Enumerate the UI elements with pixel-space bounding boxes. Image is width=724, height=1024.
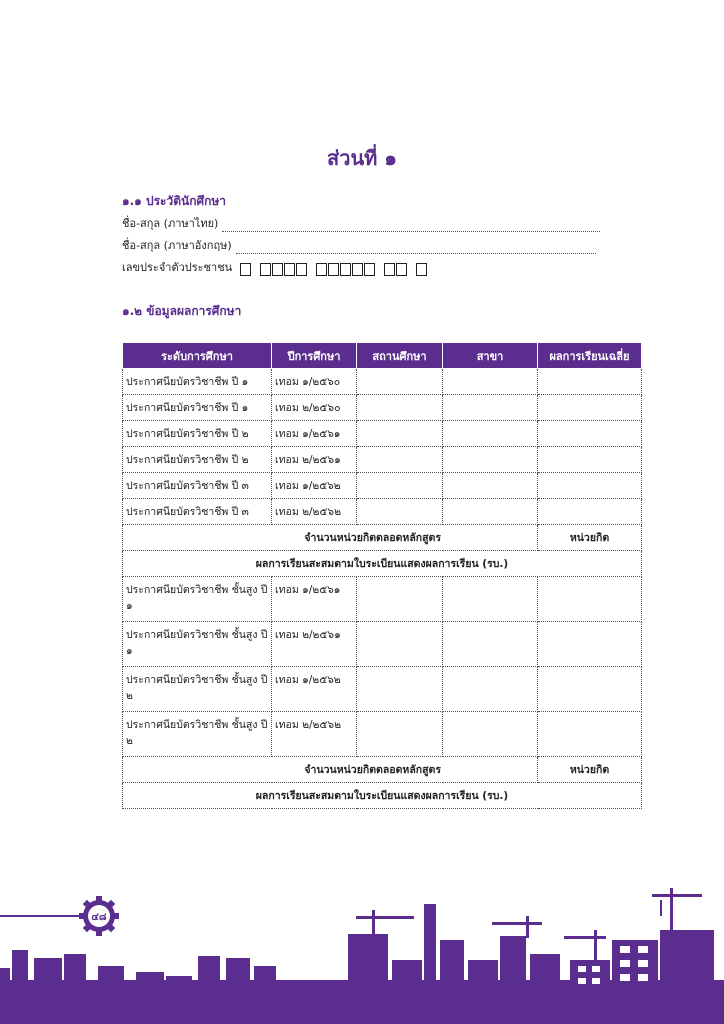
table-row: ประกาศนียบัตรวิชาชีพ ปี ๒ เทอม ๒/๒๕๖๑: [123, 447, 642, 473]
table-row: ประกาศนียบัตรวิชาชีพ ปี ๑ เทอม ๒/๒๕๖๐: [123, 395, 642, 421]
name-en-field[interactable]: [236, 244, 596, 254]
personal-heading: ๑.๑ ประวัตินักศึกษา: [122, 194, 227, 208]
education-table: [122, 342, 642, 809]
id-label: เลขประจำตัวประชาชน: [122, 261, 233, 274]
gpa-label[interactable]: ผลการเรียนสะสมตามใบระเบียนแสดงผลการเรียน (รบ.): [123, 783, 642, 809]
table-row: ประกาศนียบัตรวิชาชีพ ปี ๓ เทอม ๒/๒๕๖๒: [123, 499, 642, 525]
table-row: ประกาศนียบัตรวิชาชีพ ปี ๓ เทอม ๑/๒๕๖๒: [123, 473, 642, 499]
id-line: [122, 258, 428, 276]
id-boxes[interactable]: [240, 263, 428, 276]
col-header: สถานศึกษา: [357, 343, 443, 369]
col-header: สาขา: [443, 343, 538, 369]
name-th-label: ชื่อ-สกุล (ภาษาไทย): [122, 217, 219, 230]
col-header: ผลการเรียนเฉลี่ย: [538, 343, 642, 369]
table-row: ประกาศนียบัตรวิชาชีพ ชั้นสูง ปี ๒ เทอม ๑/๒๕๖๒: [123, 667, 642, 712]
gpa-label[interactable]: ผลการเรียนสะสมตามใบระเบียนแสดงผลการเรียน (รบ.): [123, 551, 642, 577]
credits-unit[interactable]: หน่วยกิต: [538, 525, 642, 551]
table-header-row: [123, 343, 642, 369]
section-title: ส่วนที่ ๑: [327, 146, 397, 170]
table-row: ประกาศนียบัตรวิชาชีพ ชั้นสูง ปี ๑ เทอม ๑/๒๕๖๑: [123, 577, 642, 622]
credits-unit[interactable]: หน่วยกิต: [538, 757, 642, 783]
table-row: ประกาศนียบัตรวิชาชีพ ปี ๑ เทอม ๑/๒๕๖๐: [123, 369, 642, 395]
page-number: ๔๘: [91, 912, 107, 923]
education-heading: ๑.๒ ข้อมูลผลการศึกษา: [122, 304, 242, 318]
table-row: ประกาศนียบัตรวิชาชีพ ชั้นสูง ปี ๒ เทอม ๒/๒๕๖๒: [123, 712, 642, 757]
table-row: ประกาศนียบัตรวิชาชีพ ชั้นสูง ปี ๑ เทอม ๒/๒๕๖๑: [123, 622, 642, 667]
gpa-row: [123, 551, 642, 577]
credits-row: [123, 525, 642, 551]
col-header: ปีการศึกษา: [272, 343, 357, 369]
name-th-line: [122, 214, 600, 232]
gpa-row: [123, 783, 642, 809]
credits-row: [123, 757, 642, 783]
col-header: ระดับการศึกษา: [123, 343, 272, 369]
name-en-label: ชื่อ-สกุล (ภาษาอังกฤษ): [122, 239, 232, 252]
name-en-line: [122, 236, 596, 254]
name-th-field[interactable]: [222, 222, 600, 232]
city-skyline-illustration: [0, 880, 724, 1024]
credits-total-label: จำนวนหน่วยกิตตลอดหลักสูตร: [123, 757, 538, 783]
credits-total-label: จำนวนหน่วยกิตตลอดหลักสูตร: [123, 525, 538, 551]
table-row: ประกาศนียบัตรวิชาชีพ ปี ๒ เทอม ๑/๒๕๖๑: [123, 421, 642, 447]
